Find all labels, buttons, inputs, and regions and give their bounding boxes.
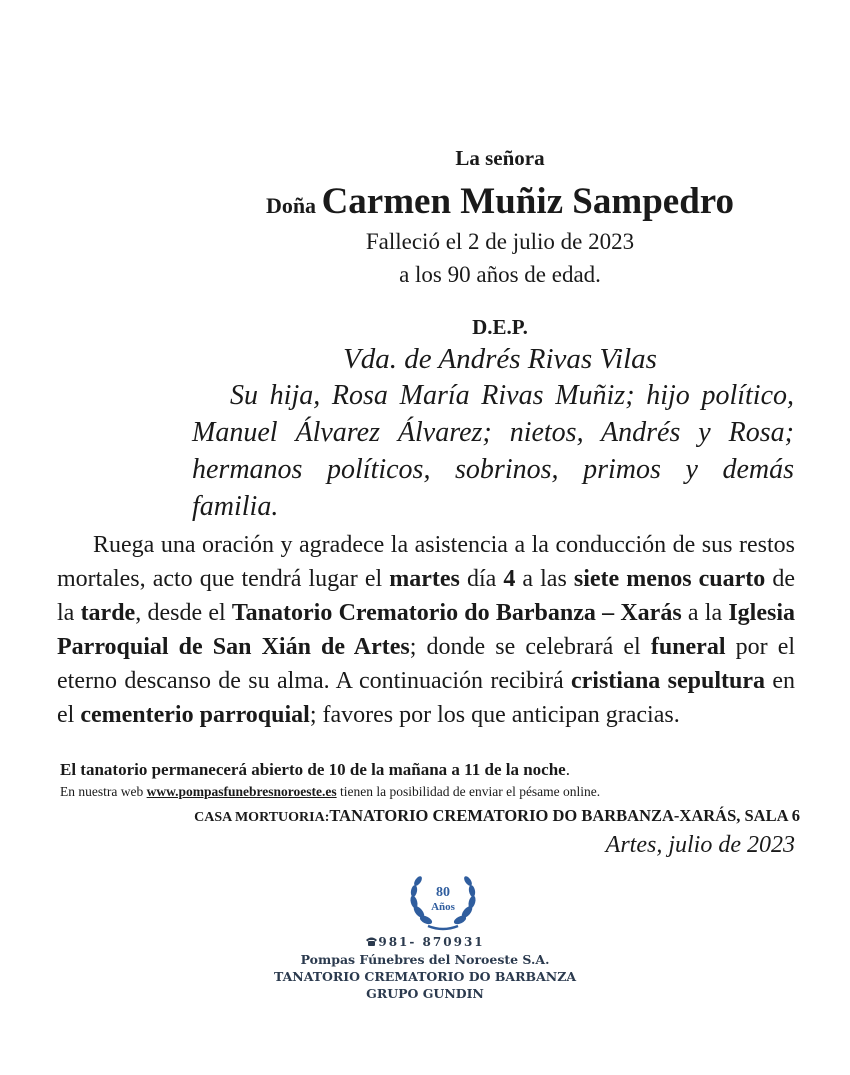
logo-number: 80 — [436, 885, 450, 900]
service-funeral: funeral — [650, 634, 726, 660]
widow-line: Vda. de Andrés Rivas Vilas — [343, 343, 657, 375]
age-line: a los 90 años de edad. — [399, 262, 601, 287]
laurel-wreath-icon — [406, 868, 480, 932]
place-date: Artes, julio de 2023 — [605, 832, 795, 858]
service-text: ; favores por los que anticipan gracias. — [309, 702, 680, 728]
phone-number: 981- 870931 — [378, 935, 485, 949]
anniversary-logo — [406, 868, 480, 932]
death-date: Falleció el 2 de julio de 2023 — [365, 229, 635, 254]
service-text: de la — [57, 566, 796, 626]
casa-mortuoria — [60, 806, 800, 826]
intro-label: La señora — [455, 146, 545, 170]
service-day: martes — [389, 566, 460, 592]
logo-word: Años — [431, 901, 455, 913]
opening-hours-period: . — [565, 760, 570, 779]
service-text: a las — [515, 566, 574, 592]
service-burial: cristiana sepultura — [570, 668, 765, 694]
service-text: en el — [57, 668, 796, 728]
service-part-of-day: tarde — [80, 600, 136, 626]
service-cemetery: cementerio parroquial — [80, 702, 310, 728]
service-time: siete menos cuarto — [573, 566, 766, 592]
website-link[interactable]: www.pompasfunebresnoroeste.es — [146, 784, 337, 799]
deceased-name-line — [190, 180, 810, 223]
footer — [230, 934, 620, 1002]
company-name: Pompas Fúnebres del Noroeste S.A. — [300, 952, 550, 967]
casa-value: TANATORIO CREMATORIO DO BARBANZA-XARÁS, SALA 6 — [329, 806, 800, 825]
opening-hours-text: El tanatorio permanecerá abierto de 10 de la mañana a 11 de la noche — [60, 760, 566, 779]
service-origin: Tanatorio Crematorio do Barbanza – Xarás — [231, 600, 682, 626]
service-church: Iglesia Parroquial de San Xián de Artes — [57, 600, 796, 660]
service-text: , desde el — [135, 600, 232, 626]
phone-line — [230, 934, 620, 951]
service-text: Ruega una oración y agradece la asistencia a la conducción de sus restos mortales, acto que tendrá lugar el — [57, 532, 795, 592]
web-suffix: tienen la posibilidad de enviar el pésame online. — [336, 784, 601, 799]
phone-icon — [365, 936, 378, 947]
service-date: 4 — [503, 566, 516, 592]
service-paragraph — [57, 528, 795, 732]
service-text: a la — [681, 600, 729, 626]
service-text: ; donde se celebrará el — [409, 634, 651, 660]
deceased-name: Carmen Muñiz Sampedro — [321, 181, 735, 222]
service-text: por el eterno descanso de su alma. A continuación recibirá — [57, 634, 796, 694]
service-text: día — [459, 566, 504, 592]
group-name: GRUPO GUNDIN — [366, 986, 484, 1001]
dep-label: D.E.P. — [472, 315, 528, 339]
opening-hours-note — [60, 760, 800, 780]
casa-label: CASA MORTUORIA: — [194, 810, 330, 825]
honorific: Doña — [265, 193, 317, 218]
web-prefix: En nuestra web — [60, 784, 147, 799]
tanatorio-name: TANATORIO CREMATORIO DO BARBANZA — [273, 969, 577, 984]
family-paragraph: Su hija, Rosa María Rivas Muñiz; hijo político, Manuel Álvarez Álvarez; nietos, Andrés y Rosa; hermanos políticos, sobrinos, primos y demás familia. — [192, 380, 794, 522]
web-note — [60, 784, 800, 800]
